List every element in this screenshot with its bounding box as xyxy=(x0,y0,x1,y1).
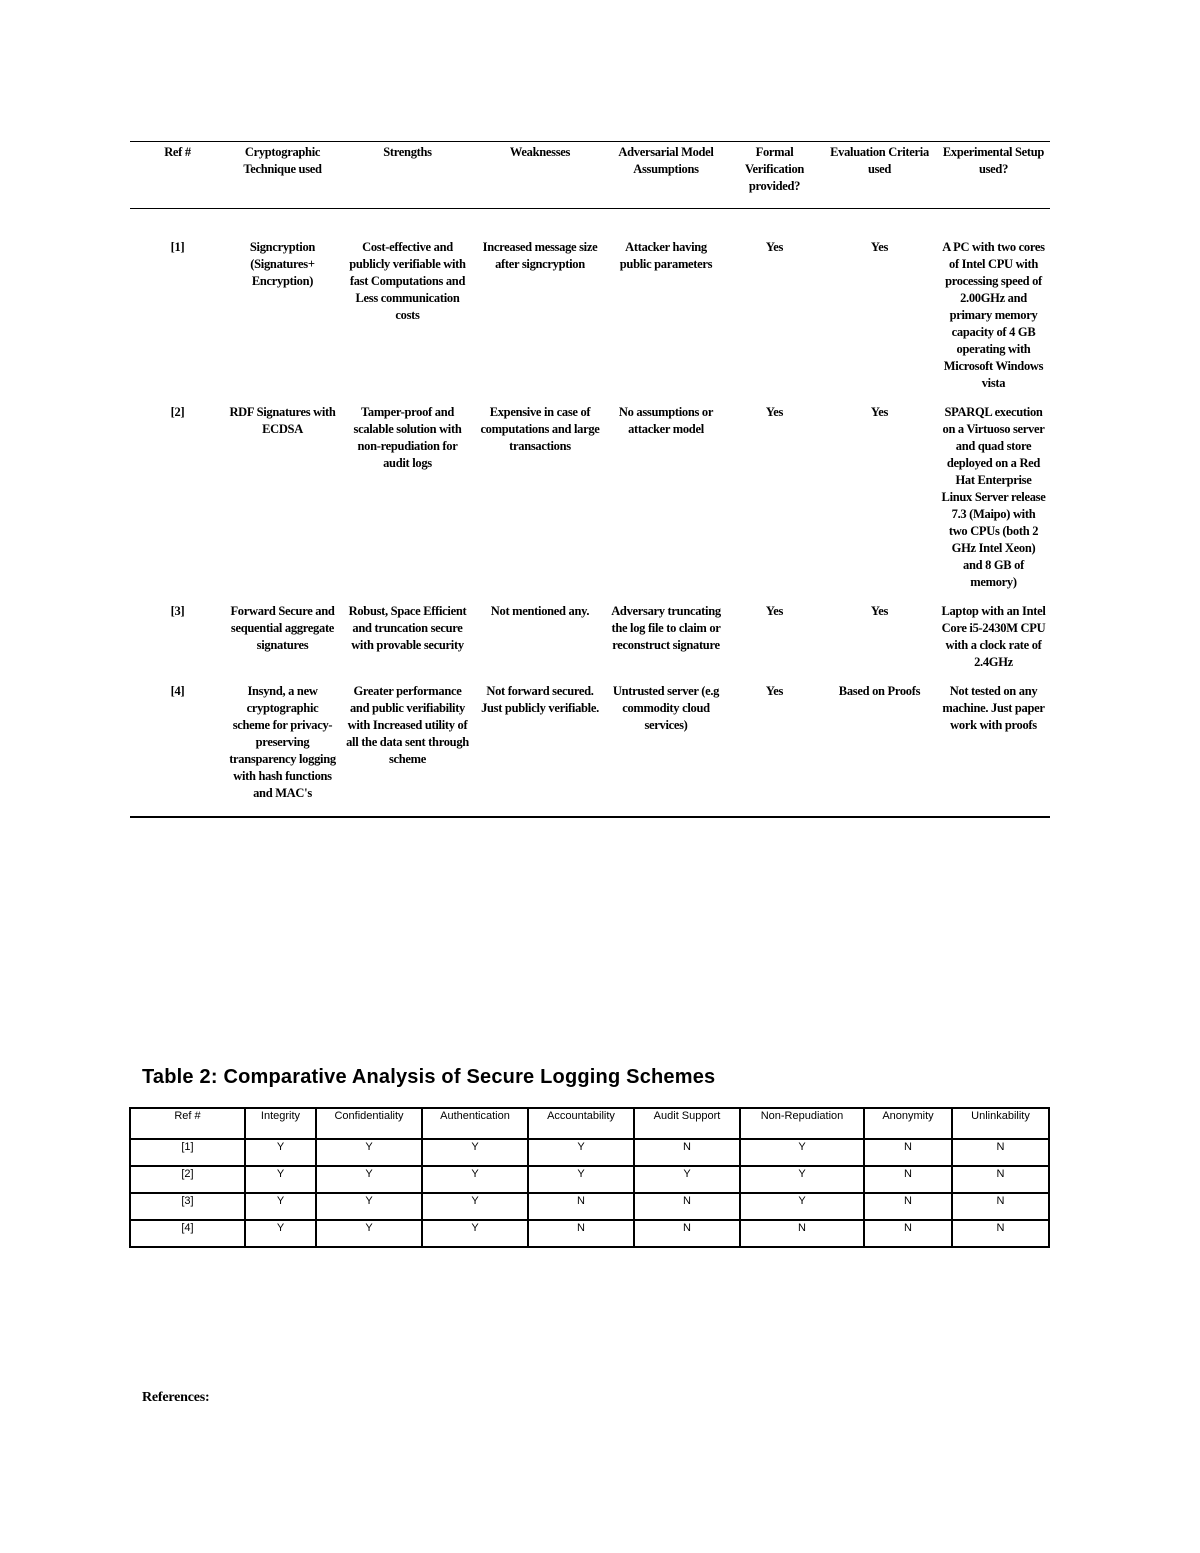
setup-cell: Not tested on any machine. Just paper work with proofs xyxy=(942,684,1045,732)
ref-cell: [1] xyxy=(170,240,185,254)
table2-cell: Y xyxy=(316,1193,422,1220)
table-row xyxy=(130,1166,1049,1193)
table2-header-cell: Unlinkability xyxy=(952,1108,1049,1139)
table2-cell: N xyxy=(864,1139,952,1166)
table2-header-cell: Accountability xyxy=(528,1108,634,1139)
references-heading: References: xyxy=(142,1390,210,1405)
table2-cell: N xyxy=(952,1139,1049,1166)
table2-cell: Y xyxy=(528,1139,634,1166)
formal-verification-cell: Yes xyxy=(765,604,784,618)
comparison-table-security-properties xyxy=(129,1107,1050,1248)
formal-verification-cell: Yes xyxy=(765,240,784,254)
table1-header-cell: Cryptographic Technique used xyxy=(243,145,322,176)
technique-cell: Forward Secure and sequential aggregate signatures xyxy=(230,604,335,652)
evaluation-cell: Based on Proofs xyxy=(838,684,921,698)
strengths-cell: Cost-effective and publicly verifiable with fast Computations and Less communication costs xyxy=(349,240,466,322)
table2-cell: Y xyxy=(422,1166,528,1193)
table2-cell: Y xyxy=(316,1166,422,1193)
setup-cell: A PC with two cores of Intel CPU with processing speed of 2.00GHz and primary memory capacity of 4 GB operating with Microsoft Windows vista xyxy=(942,240,1045,390)
table2-cell: [1] xyxy=(130,1139,245,1166)
table2-cell: N xyxy=(634,1220,740,1247)
table2-cell: Y xyxy=(422,1220,528,1247)
table2-cell: N xyxy=(952,1166,1049,1193)
table2-cell: Y xyxy=(740,1166,864,1193)
ref-cell: [4] xyxy=(170,684,185,698)
table2-cell: N xyxy=(864,1193,952,1220)
table2-cell: Y xyxy=(528,1166,634,1193)
table2-cell: N xyxy=(528,1193,634,1220)
table2-cell: Y xyxy=(634,1166,740,1193)
table2-cell: N xyxy=(864,1166,952,1193)
table1-header-cell: Formal Verification provided? xyxy=(744,145,805,193)
table2-header-cell: Authentication xyxy=(422,1108,528,1139)
table2-cell: [4] xyxy=(130,1220,245,1247)
table2-cell: [2] xyxy=(130,1166,245,1193)
setup-cell: SPARQL execution on a Virtuoso server and quad store deployed on a Red Hat Enterprise Linux Server release 7.3 (Maipo) with two CPUs (both 2 GHz Intel Xeon) and 8 GB of memory) xyxy=(941,405,1046,589)
table2-cell: Y xyxy=(245,1193,316,1220)
adversarial-cell: Adversary truncating the log file to claim or reconstruct signature xyxy=(611,604,721,652)
table2-cell: N xyxy=(634,1193,740,1220)
table1-header-cell: Weaknesses xyxy=(509,145,571,159)
technique-cell: Insynd, a new cryptographic scheme for privacy-preserving transparency logging with hash functions and MAC's xyxy=(229,684,336,800)
table2-cell: Y xyxy=(245,1166,316,1193)
ref-cell: [2] xyxy=(170,405,185,419)
table2-cell: Y xyxy=(316,1220,422,1247)
setup-cell: Laptop with an Intel Core i5-2430M CPU with a clock rate of 2.4GHz xyxy=(941,604,1046,669)
table-row xyxy=(130,1139,1049,1166)
table2-cell: Y xyxy=(422,1193,528,1220)
ref-cell: [3] xyxy=(170,604,185,618)
table1-header-cell: Strengths xyxy=(383,145,432,159)
weaknesses-cell: Not mentioned any. xyxy=(490,604,590,618)
adversarial-cell: Untrusted server (e.g commodity cloud services) xyxy=(612,684,720,732)
table2-header-row xyxy=(130,1108,1049,1139)
evaluation-cell: Yes xyxy=(870,240,889,254)
table-row xyxy=(130,603,1050,683)
table2-cell: N xyxy=(952,1220,1049,1247)
table-row xyxy=(130,209,1050,405)
table2-header-cell: Anonymity xyxy=(864,1108,952,1139)
table2-header-cell: Audit Support xyxy=(634,1108,740,1139)
table2-cell: N xyxy=(952,1193,1049,1220)
strengths-cell: Greater performance and public verifiability with Increased utility of all the data sent through scheme xyxy=(346,684,469,766)
weaknesses-cell: Expensive in case of computations and large transactions xyxy=(480,405,600,453)
weaknesses-cell: Not forward secured. Just publicly verifiable. xyxy=(481,684,599,715)
weaknesses-cell: Increased message size after signcryption xyxy=(482,240,598,271)
table2-cell: N xyxy=(528,1220,634,1247)
table2-header-cell: Integrity xyxy=(245,1108,316,1139)
table1-header-cell: Evaluation Criteria used xyxy=(830,145,929,176)
adversarial-cell: Attacker having public parameters xyxy=(619,240,713,271)
evaluation-cell: Yes xyxy=(870,604,889,618)
table2-cell: Y xyxy=(245,1139,316,1166)
technique-cell: Signcryption (Signatures+ Encryption) xyxy=(249,240,316,288)
table2-cell: Y xyxy=(740,1193,864,1220)
table2-cell: Y xyxy=(245,1220,316,1247)
technique-cell: RDF Signatures with ECDSA xyxy=(229,405,336,436)
table2-cell: [3] xyxy=(130,1193,245,1220)
evaluation-cell: Yes xyxy=(870,405,889,419)
formal-verification-cell: Yes xyxy=(765,405,784,419)
strengths-cell: Robust, Space Efficient and truncation secure with provable security xyxy=(348,604,467,652)
table2-cell: Y xyxy=(422,1139,528,1166)
table2-header-cell: Confidentiality xyxy=(316,1108,422,1139)
formal-verification-cell: Yes xyxy=(765,684,784,698)
table2-caption: Table 2: Comparative Analysis of Secure Logging Schemes xyxy=(142,1066,716,1088)
table-row xyxy=(130,683,1050,817)
table2-cell: Y xyxy=(316,1139,422,1166)
table2-cell: N xyxy=(634,1139,740,1166)
table-row xyxy=(130,404,1050,603)
table1-header-row xyxy=(130,142,1050,209)
table2-cell: N xyxy=(864,1220,952,1247)
table2-cell: N xyxy=(740,1220,864,1247)
table-row xyxy=(130,1220,1049,1247)
comparison-table-techniques xyxy=(130,141,1050,818)
strengths-cell: Tamper-proof and scalable solution with non-repudiation for audit logs xyxy=(353,405,462,470)
table1-header-cell: Adversarial Model Assumptions xyxy=(618,145,714,176)
table1-header-cell: Ref # xyxy=(164,145,191,159)
adversarial-cell: No assumptions or attacker model xyxy=(618,405,714,436)
table2-header-cell: Ref # xyxy=(130,1108,245,1139)
table1-header-cell: Experimental Setup used? xyxy=(942,145,1045,176)
table2-cell: Y xyxy=(740,1139,864,1166)
table2-header-cell: Non-Repudiation xyxy=(740,1108,864,1139)
table-row xyxy=(130,1193,1049,1220)
